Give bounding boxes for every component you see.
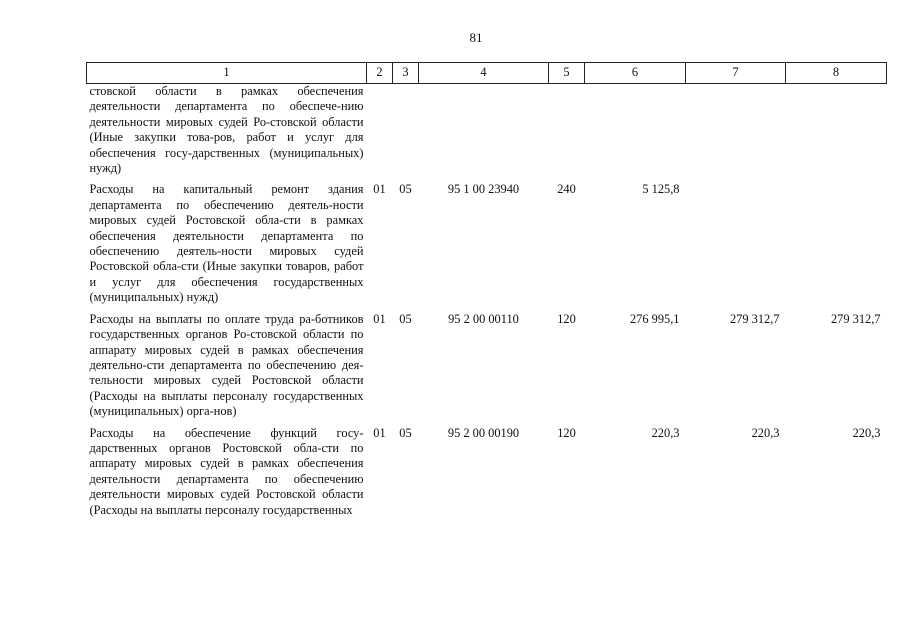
column-header: 5 bbox=[549, 63, 585, 84]
cell-expense-type: 120 bbox=[557, 425, 576, 440]
cell-section: 01 bbox=[373, 425, 386, 440]
table-row bbox=[87, 312, 887, 426]
cell-amount-3: 279 312,7 bbox=[830, 311, 881, 326]
column-number-row bbox=[87, 63, 887, 84]
cell-amount-2: 279 312,7 bbox=[729, 311, 780, 326]
column-header: 1 bbox=[87, 63, 367, 84]
cell-target-code bbox=[419, 84, 549, 183]
cell-subsection bbox=[393, 84, 419, 183]
cell-amount-2 bbox=[686, 182, 786, 311]
cell-amount-3: 220,3 bbox=[852, 425, 881, 440]
column-header: 6 bbox=[585, 63, 686, 84]
row-description: Расходы на выплаты по оплате труда ра-ботников государственных органов Ро-стовской области по аппарату мировых судей в рамках обеспечения деятельно-сти департамента по обеспечению дея-тельности мировых судей Ростовской области (Расходы на выплаты персоналу государственных (муниципальных) орга-нов) bbox=[89, 311, 364, 419]
cell-target-code: 95 2 00 00190 bbox=[447, 425, 520, 440]
cell-target-code: 95 1 00 23940 bbox=[447, 182, 520, 197]
cell-amount-3 bbox=[786, 84, 887, 183]
cell-subsection: 05 bbox=[399, 182, 412, 197]
cell-expense-type: 240 bbox=[557, 182, 576, 197]
row-description: Расходы на обеспечение функций госу-дарственных органов Ростовской обла-сти по аппарату мировых судей в рамках обеспечения деятельности департамента по обеспечению деятельности мировых судей Ростовской области (Расходы на выплаты персоналу государственных bbox=[89, 425, 364, 517]
cell-expense-type: 120 bbox=[557, 311, 576, 326]
cell-subsection: 05 bbox=[399, 425, 412, 440]
budget-table bbox=[86, 62, 887, 524]
column-header: 4 bbox=[419, 63, 549, 84]
cell-section: 01 bbox=[373, 311, 386, 326]
row-description: стовской области в рамках обеспечения деятельности департамента по обеспече-нию деятельности мировых судей Ро-стовской области (Иные закупки това-ров, работ и услуг для обеспечения госу-дарственных (муниципальных) нужд) bbox=[89, 84, 364, 176]
cell-amount-2 bbox=[686, 84, 786, 183]
column-header: 7 bbox=[686, 63, 786, 84]
cell-amount-2: 220,3 bbox=[751, 425, 780, 440]
row-description: Расходы на капитальный ремонт здания департамента по обеспечению деятель-ности мировых судей Ростовской обла-сти в рамках обеспечения деятельности департамента по обеспечению деятель-ности мировых судей Ростовской обла-сти (Иные закупки товаров, работ и услуг для обеспечения государственных (муниципальных) нужд) bbox=[89, 182, 364, 305]
table-row bbox=[87, 426, 887, 524]
cell-amount-1: 5 125,8 bbox=[642, 182, 680, 197]
cell-amount-3 bbox=[786, 182, 887, 311]
table-row bbox=[87, 84, 887, 183]
cell-section bbox=[367, 84, 393, 183]
cell-expense-type bbox=[549, 84, 585, 183]
column-header: 8 bbox=[786, 63, 887, 84]
table-row bbox=[87, 182, 887, 311]
cell-section: 01 bbox=[373, 182, 386, 197]
cell-target-code: 95 2 00 00110 bbox=[448, 311, 519, 326]
column-header: 3 bbox=[393, 63, 419, 84]
column-header: 2 bbox=[367, 63, 393, 84]
cell-amount-1: 276 995,1 bbox=[629, 311, 680, 326]
cell-subsection: 05 bbox=[399, 311, 412, 326]
cell-amount-1 bbox=[585, 84, 686, 183]
page-number: 81 bbox=[469, 30, 483, 45]
cell-amount-1: 220,3 bbox=[651, 425, 680, 440]
